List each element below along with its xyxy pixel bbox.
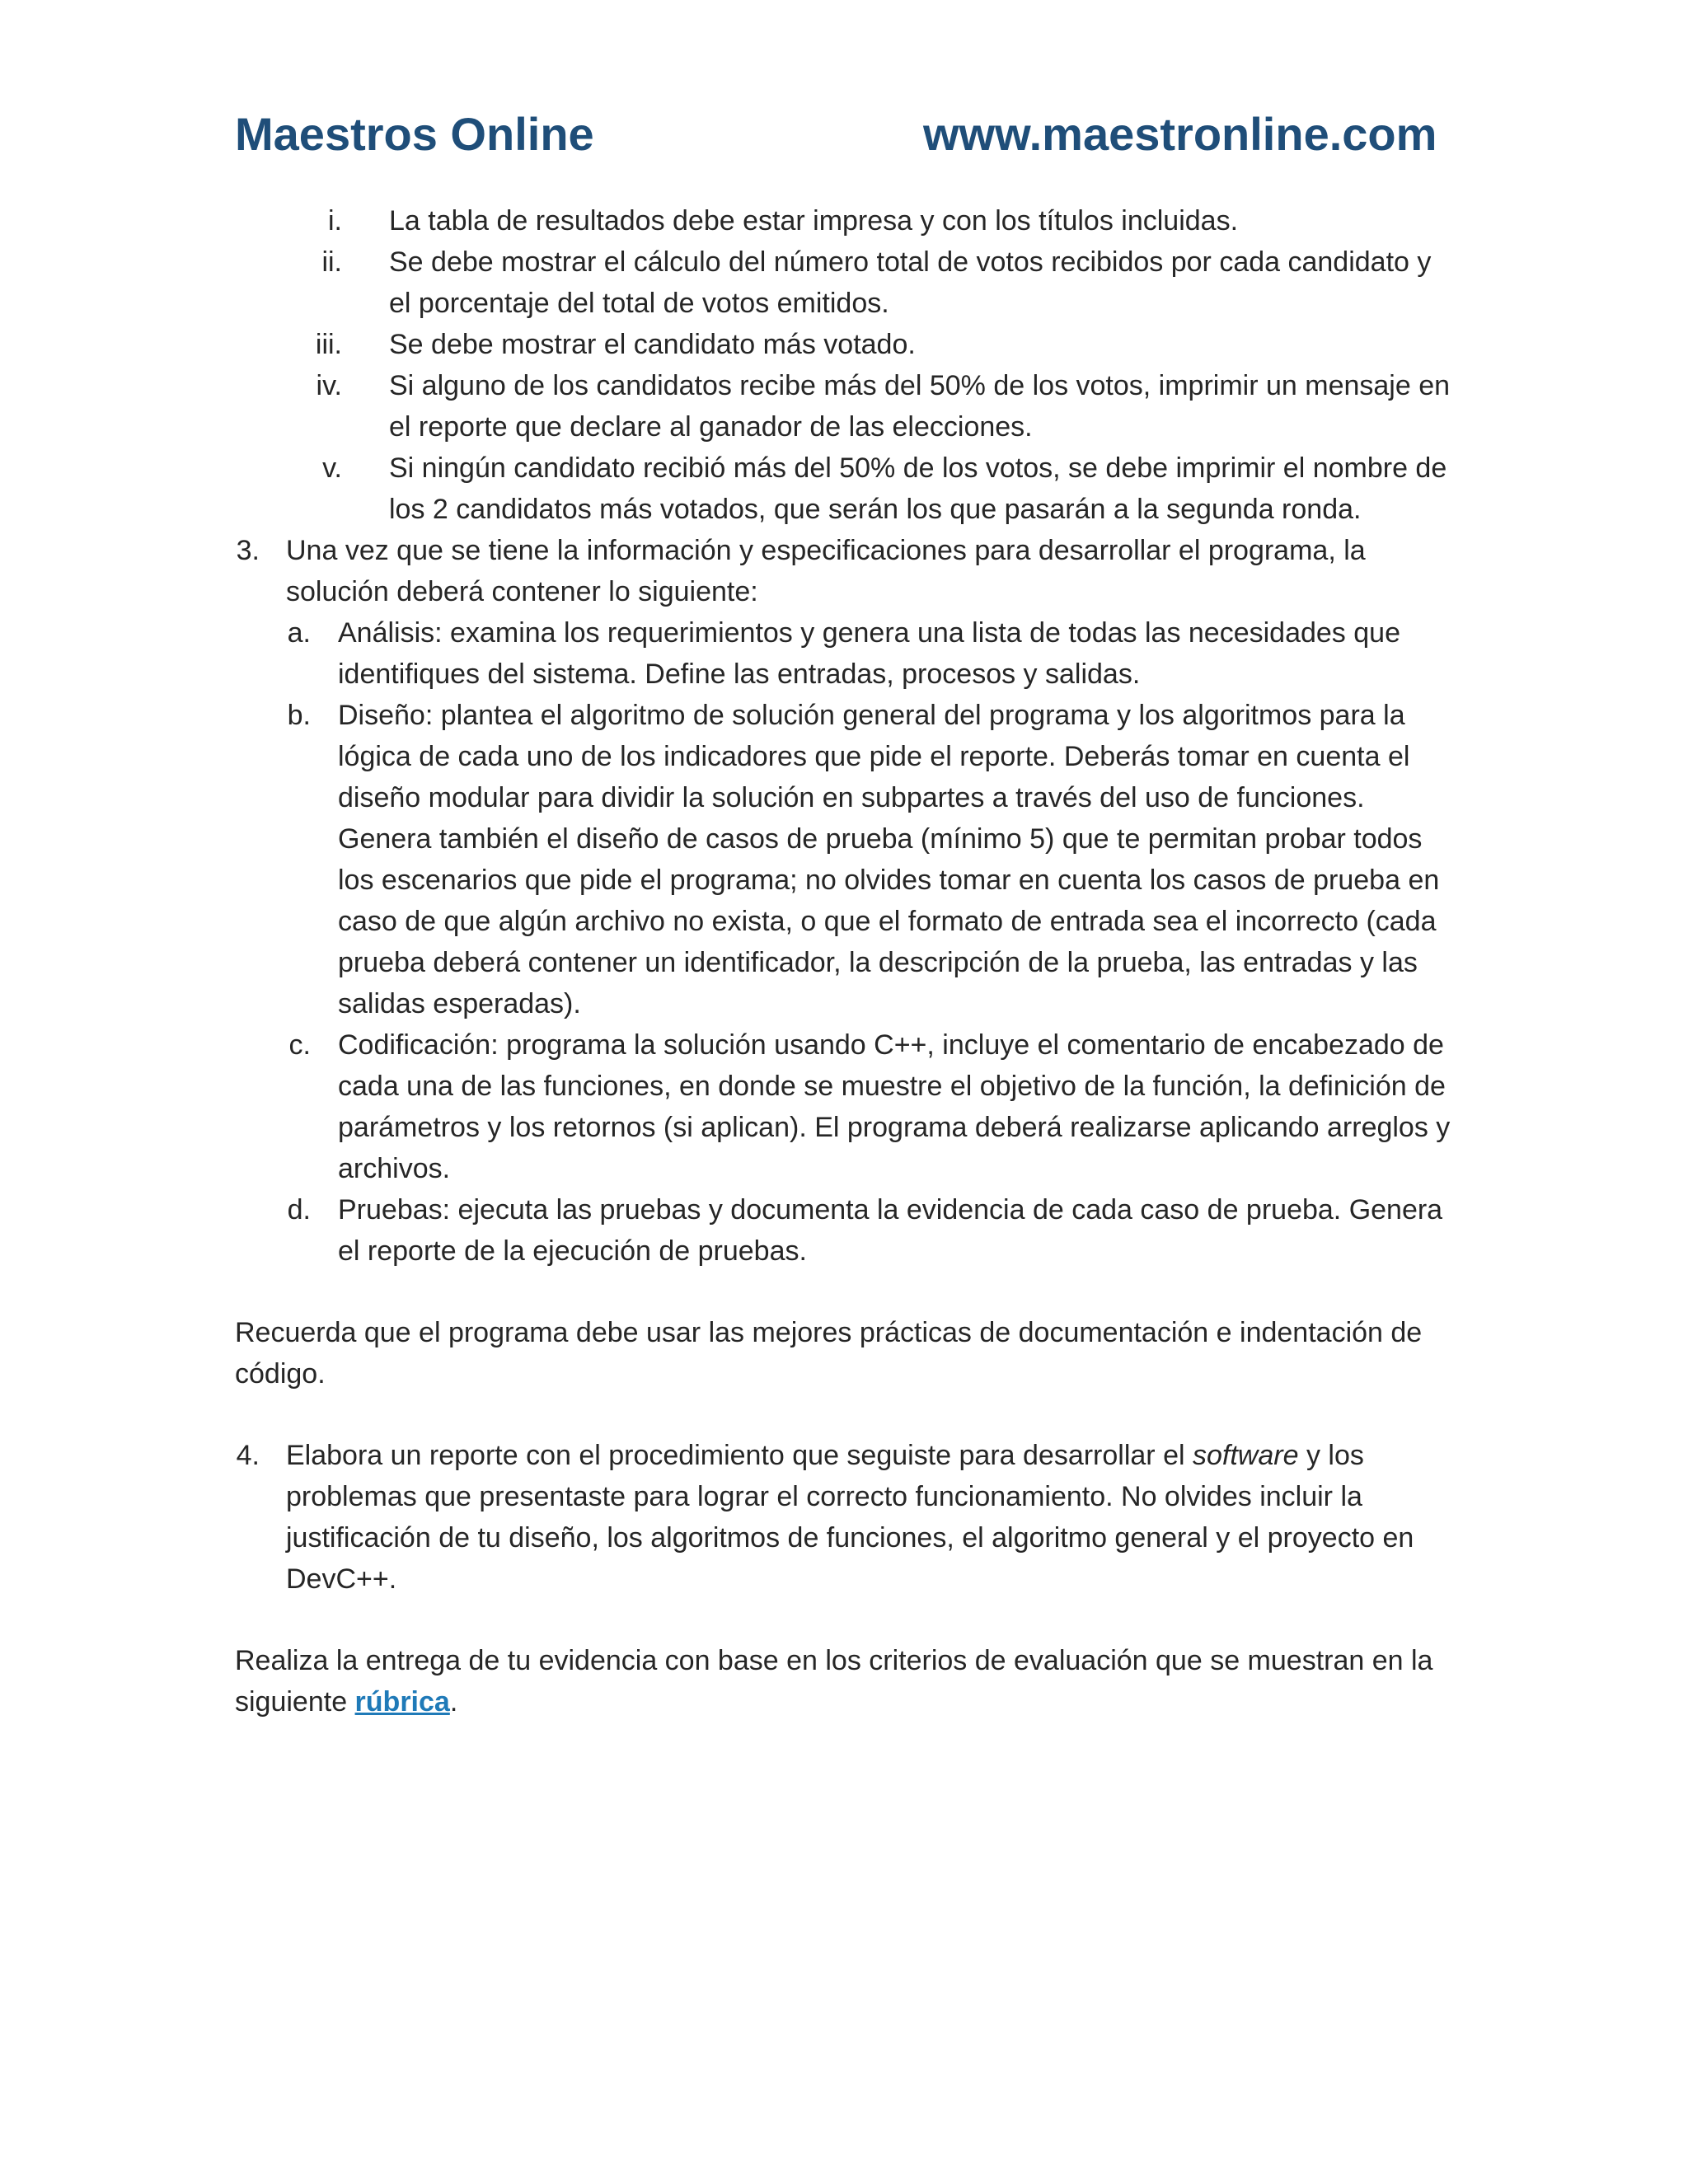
- list-marker: b.: [287, 700, 311, 731]
- list-marker: iii.: [315, 329, 342, 360]
- list-item-b: [235, 695, 1455, 1024]
- closing-text-after: .: [449, 1686, 458, 1718]
- list-item-text: Diseño: plantea el algoritmo de solución general del programa y los algoritmos para la lógica de cada uno de los indicadores que pide el reporte. Deberás tomar en cuenta el diseño modular para dividir la solución en subpartes a través del uso de funciones. Genera también el diseño de casos de prueba (mínimo 5) que te permitan probar todos los escenarios que pide el programa; no olvides tomar en cuenta los casos de prueba en caso de que algún archivo no exista, o que el formato de entrada sea el incorrecto (cada prueba deberá contener un identificador, la descripción de la prueba, las entradas y las salidas esperadas).: [338, 700, 1440, 1019]
- list-item-c: [235, 1024, 1455, 1189]
- rubrica-link[interactable]: rúbrica: [354, 1686, 450, 1718]
- list-marker: c.: [288, 1029, 311, 1061]
- list-item-4: [235, 1435, 1455, 1600]
- list-marker: iv.: [316, 370, 342, 401]
- item4-emphasis: software: [1193, 1440, 1299, 1471]
- list-marker: v.: [322, 452, 342, 484]
- list-item-roman-v: [235, 448, 1455, 530]
- list-item-text: Codificación: programa la solución usando C++, incluye el comentario de encabezado de cada una de las funciones, en donde se muestre el objetivo de la función, la definición de parámetros y los retornos (si aplican). El programa deberá realizarse aplicando arreglos y archivos.: [338, 1029, 1451, 1184]
- list-item-text: [286, 1435, 1455, 1600]
- list-marker: 3.: [236, 535, 260, 566]
- list-item-text: La tabla de resultados debe estar impresa y con los títulos incluidas.: [389, 205, 1239, 237]
- item4-text-before: Elabora un reporte con el procedimiento que seguiste para desarrollar el: [286, 1440, 1193, 1471]
- list-marker: d.: [287, 1194, 311, 1226]
- site-url: www.maestronline.com: [923, 108, 1437, 160]
- spacer: [235, 1272, 1455, 1312]
- list-item-roman-iv: [235, 365, 1455, 448]
- list-marker: a.: [287, 617, 311, 649]
- spacer: [235, 1600, 1455, 1640]
- reminder-paragraph: Recuerda que el programa debe usar las mejores prácticas de documentación e indentación de código.: [235, 1317, 1423, 1390]
- item4-text-after: y los problemas que presentaste para lograr el correcto funcionamiento. No olvides incluir la justificación de tu diseño, los algoritmos de funciones, el algoritmo general y el proyecto en DevC++.: [286, 1440, 1414, 1595]
- list-marker: i.: [328, 205, 342, 237]
- list-item-text: Si alguno de los candidatos recibe más del 50% de los votos, imprimir un mensaje en el reporte que declare al ganador de las elecciones.: [389, 370, 1451, 443]
- list-item-roman-i: [235, 200, 1455, 241]
- closing-paragraph: [235, 1640, 1455, 1722]
- list-marker: ii.: [321, 246, 342, 278]
- page-header: [235, 97, 1455, 171]
- list-item-text: Si ningún candidato recibió más del 50% de los votos, se debe imprimir el nombre de los 2 candidatos más votados, que serán los que pasarán a la segunda ronda.: [389, 452, 1447, 525]
- document-body: [235, 200, 1455, 1722]
- list-item-text: Pruebas: ejecuta las pruebas y documenta la evidencia de cada caso de prueba. Genera el reporte de la ejecución de pruebas.: [338, 1194, 1443, 1267]
- list-item-text: Se debe mostrar el cálculo del número total de votos recibidos por cada candidato y el porcentaje del total de votos emitidos.: [389, 246, 1432, 319]
- closing-text-before: Realiza la entrega de tu evidencia con base en los criterios de evaluación que se muestran en la siguiente: [235, 1645, 1433, 1718]
- list-item-text: Una vez que se tiene la información y especificaciones para desarrollar el programa, la solución deberá contener lo siguiente:: [286, 535, 1366, 607]
- list-item-roman-ii: [235, 241, 1455, 324]
- list-item-3: [235, 530, 1455, 612]
- list-item-roman-iii: [235, 324, 1455, 365]
- brand-title: Maestros Online: [235, 108, 594, 160]
- list-item-text: Análisis: examina los requerimientos y genera una lista de todas las necesidades que identifiques del sistema. Define las entradas, procesos y salidas.: [338, 617, 1400, 690]
- list-item-d: [235, 1189, 1455, 1272]
- list-item-text: Se debe mostrar el candidato más votado.: [389, 329, 916, 360]
- spacer: [235, 1394, 1455, 1435]
- list-marker: 4.: [236, 1440, 260, 1471]
- list-item-a: [235, 612, 1455, 695]
